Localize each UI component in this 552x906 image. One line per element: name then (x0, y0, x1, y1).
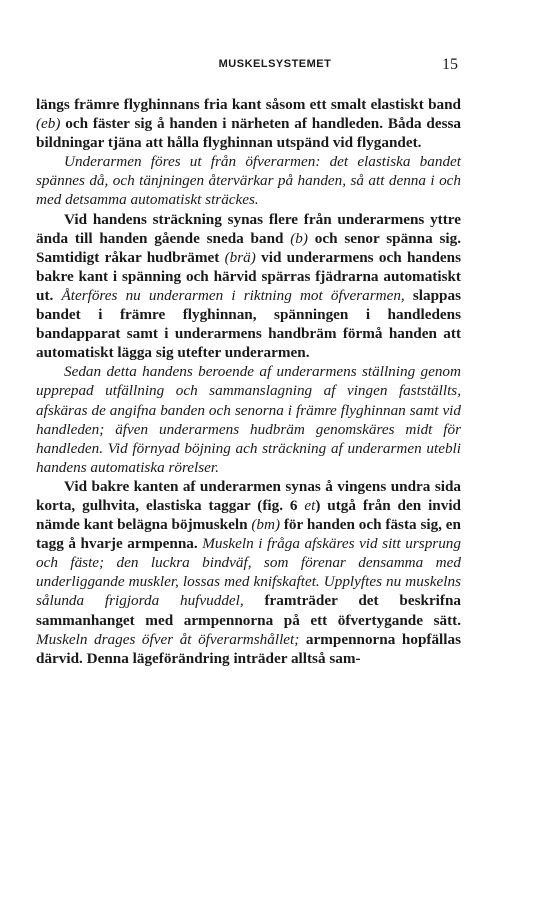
paragraph (36, 362, 461, 477)
italic-text: (bm) (251, 516, 281, 534)
bold-text: och fäster sig å handen i närheten af handleden. Båda dessa bildningar tjäna att hålla flyghinnan utspänd vid flygandet. (36, 115, 461, 152)
page-number: 15 (442, 56, 458, 73)
bold-text: längs främre flyghinnans fria kant såsom ett smalt elastiskt band (36, 96, 461, 113)
bold-text: vid underarmens och handens bakre kant i spänning och härvid spärras fjädrarna automatiskt ut. (36, 248, 462, 304)
italic-text: Muskeln drages öfver åt öfverarmshållet; (36, 630, 300, 648)
bold-text: ) utgå från den invid nämde kant belägna böjmuskeln (36, 496, 461, 534)
paragraph (36, 210, 461, 363)
bold-text: Vid handens sträckning synas flere från underarmens yttre ända till handen gående sneda band (36, 210, 461, 247)
bold-text: framträder det beskrifna sammanhanget med armpennorna på ett öfvertygande sätt. (36, 592, 461, 629)
paragraph (36, 152, 461, 209)
running-head: MUSKELSYSTEMET (218, 58, 332, 70)
page-header (34, 58, 516, 80)
bold-text: och senor spänna sig. Samtidigt råkar hudbrämet (36, 229, 461, 266)
italic-text: et (304, 496, 316, 514)
paragraph (36, 95, 461, 152)
bold-text: slappas bandet i främre flyghinnan, spänningen i handledens bandapparat samt i underarmens handbräm förmå handen att automatiskt lägga sig utefter underarmen. (36, 286, 461, 362)
italic-text: (b) (290, 229, 308, 247)
bold-text: för handen och fästa sig, en tagg å hvarje armpenna. (36, 516, 461, 553)
italic-text: Sedan detta handens beroende af underarmens ställning genom upprepad utfällning och sammanslagning af vingen fastställts, afskäras de angifna banden och senorna i främre flyghinnan samt vid handleden; äfven underarmens hudbräm genomskäres midt för handleden. Vid förnyad böjning ach sträckning af underarmen utebli handens automatiska rörelser. (36, 363, 461, 476)
italic-text: Återföres nu underarmen i riktning mot öfverarmen, (61, 286, 405, 304)
italic-text: (brä) (224, 248, 256, 266)
italic-text: Muskeln i fråga afskäres vid sitt ursprung och fäste; den luckra bindväf, som förenar densamma med underliggande muskler, lossas med knifskaftet. Upplyftes nu muskelns sålunda frigjorda hufvuddel, (36, 535, 461, 610)
paragraph (36, 477, 461, 668)
italic-text: (eb) (36, 115, 61, 133)
body-text (36, 95, 461, 668)
bold-text: Vid bakre kanten af underarmen synas å vingens undra sida korta, gulhvita, elastiska taggar (fig. 6 (36, 477, 461, 514)
italic-text: Underarmen föres ut från öfverarmen: det elastiska bandet spännes då, och tänjningen återvärkar på handen, så att denna i och med detsamma automatiskt sträckes. (36, 153, 461, 209)
bold-text: armpennorna hopfällas därvid. Denna lägeförändring inträder alltså sam- (36, 630, 461, 667)
